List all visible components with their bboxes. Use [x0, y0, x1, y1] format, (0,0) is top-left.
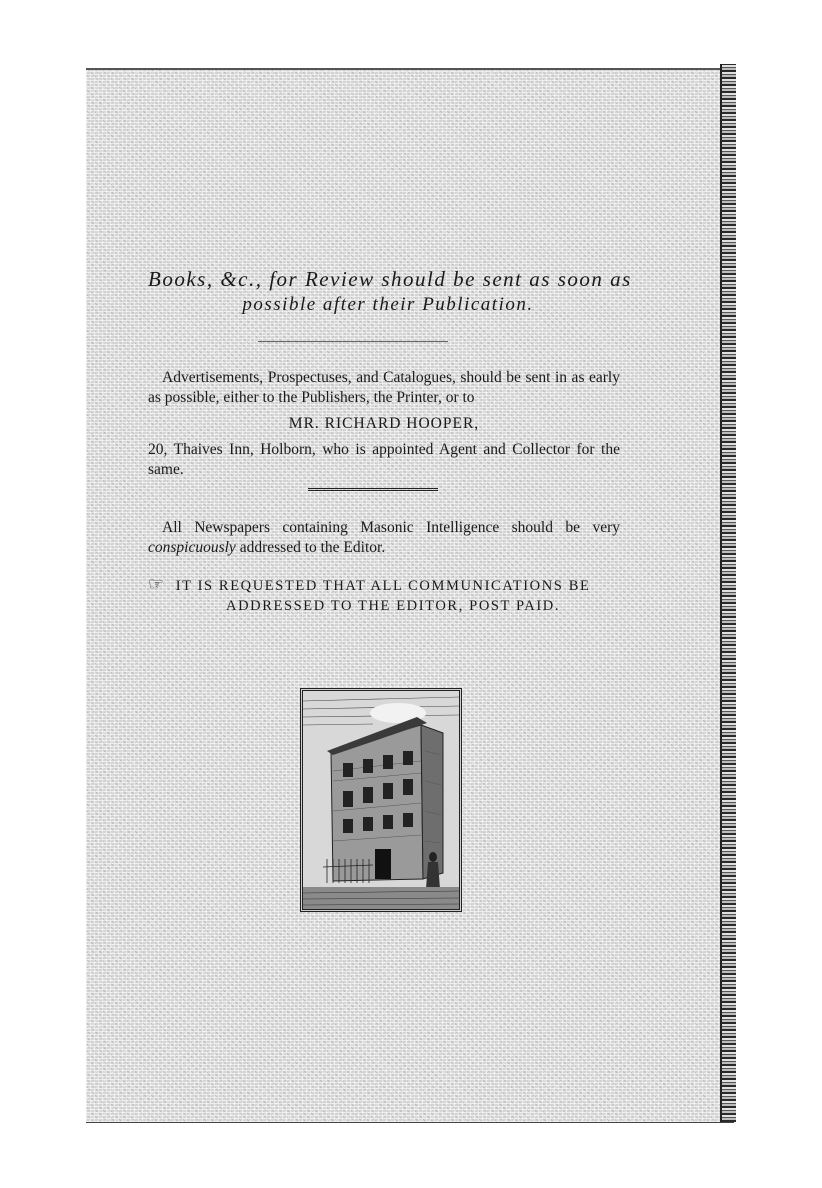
- pointing-hand-icon: ☞: [148, 574, 166, 594]
- divider: [258, 341, 448, 342]
- agent-address: 20, Thaives Inn, Holborn, who is appointed Agent and Collector for the same.: [148, 441, 620, 478]
- communications-line-1-text: IT IS REQUESTED THAT ALL COMMUNICATIONS BE: [175, 578, 591, 594]
- building-engraving-image: [303, 691, 459, 909]
- newspapers-text-start: All Newspapers containing Masonic Intelligence should be very: [162, 519, 620, 536]
- communications-line-2: ADDRESSED TO THE EDITOR, POST PAID.: [226, 598, 561, 614]
- newspapers-text-italic: conspicuously: [148, 539, 236, 556]
- agent-name: MR. RICHARD HOOPER,: [288, 415, 480, 432]
- building-engraving: [300, 688, 462, 912]
- newspapers-text-end: addressed to the Editor.: [239, 539, 386, 556]
- newspapers-text: [148, 518, 620, 558]
- review-notice-line-1: Books, &c., for Review should be sent as soon as: [148, 267, 632, 291]
- review-notice-line-2: possible after their Publication.: [242, 294, 534, 315]
- divider-double: [308, 488, 438, 491]
- page-edge: [720, 64, 736, 1122]
- communications-line-1: [148, 574, 620, 596]
- advertisements-text: Advertisements, Prospectuses, and Catalogues, should be sent in as early as possible, either to the Publishers, the Printer, or to: [148, 369, 620, 406]
